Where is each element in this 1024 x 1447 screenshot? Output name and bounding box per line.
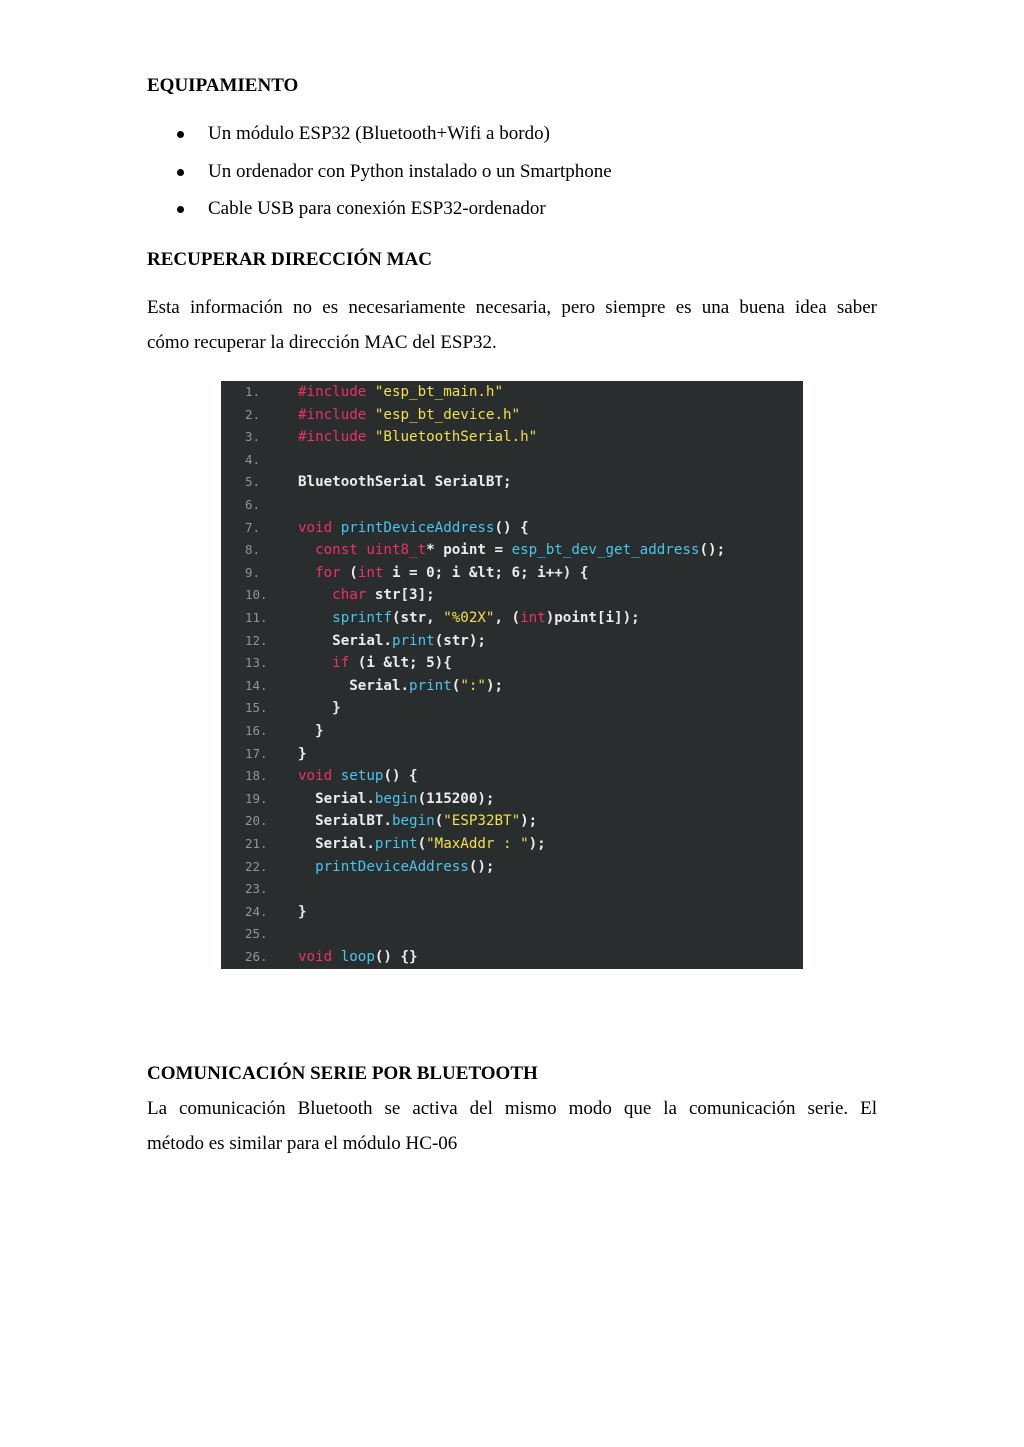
code-token: (: [451, 677, 461, 694]
code-token: ();: [468, 858, 495, 875]
code-token: printDeviceAddress: [315, 858, 469, 875]
code-text: [298, 584, 435, 607]
code-token: );: [485, 677, 504, 694]
code-text: [298, 697, 341, 720]
code-token: const uint8_t: [315, 542, 427, 559]
code-token: "BluetoothSerial.h": [374, 429, 538, 446]
code-text: [298, 810, 537, 833]
line-number: 13.: [245, 655, 268, 671]
code-token: sprintf: [332, 610, 392, 626]
line-number: 19.: [245, 790, 268, 806]
code-text: [298, 630, 486, 653]
code-text: [298, 539, 725, 562]
code-token: (: [434, 813, 444, 830]
line-number: 18.: [245, 768, 268, 784]
code-text: [298, 562, 588, 585]
code-token: SerialBT.: [298, 813, 392, 830]
code-token: begin: [374, 790, 418, 807]
list-item-text: Un módulo ESP32 (Bluetooth+Wifi a bordo): [208, 123, 550, 144]
code-token: void: [298, 768, 341, 785]
code-text: [298, 381, 503, 404]
code-token: () {: [383, 768, 418, 785]
code-token: #include: [298, 384, 375, 400]
code-token: setup: [340, 768, 384, 785]
list-item-text: Un ordenador con Python instalado o un Smartphone: [208, 160, 612, 182]
code-token: i = 0; i &lt; 6; i++) {: [383, 564, 589, 581]
line-number: 7.: [245, 519, 261, 535]
code-token: Serial.: [298, 836, 375, 852]
code-text: [298, 652, 452, 675]
paragraph-line: Esta información no es necesariamente necesaria, pero siempre es una buena idea saber: [147, 297, 877, 318]
bullet-icon: [177, 131, 184, 138]
code-token: #include: [298, 406, 375, 423]
line-number: 3.: [245, 429, 261, 445]
code-text: [298, 765, 418, 788]
code-token: Serial.: [298, 790, 375, 807]
code-token: () {: [494, 519, 529, 536]
code-token: Serial.: [298, 632, 392, 649]
code-token: print: [391, 632, 435, 649]
line-number: 23.: [245, 881, 268, 897]
line-number: 17.: [245, 745, 268, 761]
code-token: * point =: [426, 542, 512, 559]
code-token: "esp_bt_main.h": [374, 384, 503, 400]
code-token: str[3];: [366, 587, 435, 604]
paragraph-line: cómo recuperar la dirección MAC del ESP32.: [147, 332, 497, 353]
code-token: }: [298, 903, 307, 920]
line-number: 10.: [245, 587, 268, 603]
code-token: void: [298, 519, 341, 536]
code-token: }: [298, 723, 324, 739]
code-token: "MaxAddr : ": [426, 836, 529, 852]
line-number: 20.: [245, 813, 268, 829]
line-number: 11.: [245, 610, 268, 625]
line-number: 9.: [245, 564, 261, 580]
code-token: begin: [391, 813, 435, 830]
code-token: [298, 565, 315, 581]
code-token: }: [298, 700, 341, 717]
code-token: char: [332, 587, 367, 604]
code-text: [298, 720, 324, 743]
code-text: [298, 607, 640, 630]
line-number: 4.: [245, 451, 261, 467]
code-text: [298, 517, 529, 540]
code-token: void: [298, 949, 341, 965]
code-text: [298, 675, 503, 698]
mac-heading: RECUPERAR DIRECCIÓN MAC: [147, 249, 432, 270]
code-token: , (: [494, 610, 521, 626]
code-text: [298, 901, 307, 924]
code-token: [298, 655, 332, 671]
code-token: "%02X": [443, 610, 495, 626]
line-number: 24.: [245, 903, 268, 919]
bluetooth-paragraph: [147, 1091, 877, 1161]
list-item-text: Cable USB para conexión ESP32-ordenador: [208, 198, 546, 219]
code-token: print: [409, 677, 452, 694]
code-token: for: [315, 564, 350, 581]
code-token: [298, 542, 315, 558]
code-token: [298, 859, 315, 875]
line-number: 16.: [245, 723, 268, 738]
code-token: (115200);: [417, 790, 495, 807]
code-token: (str);: [434, 632, 486, 649]
code-token: esp_bt_dev_get_address: [511, 542, 700, 559]
code-text: [298, 946, 418, 969]
bullet-icon: [177, 206, 184, 213]
bluetooth-heading: COMUNICACIÓN SERIE POR BLUETOOTH: [147, 1063, 538, 1084]
code-token: printDeviceAddress: [340, 519, 495, 536]
code-token: int: [357, 564, 384, 581]
code-text: [298, 833, 546, 856]
line-number: 26.: [245, 949, 268, 964]
code-token: (: [349, 564, 358, 581]
mac-paragraph: [147, 290, 877, 360]
line-number: 2.: [245, 406, 261, 422]
code-token: "ESP32BT": [443, 813, 521, 830]
code-text: [298, 426, 537, 449]
line-number: 14.: [245, 677, 268, 693]
paragraph-line: La comunicación Bluetooth se activa del mismo modo que la comunicación serie. El: [147, 1098, 877, 1119]
code-token: print: [374, 836, 418, 852]
bullet-icon: [177, 169, 184, 176]
code-token: );: [520, 813, 538, 830]
code-token: );: [528, 836, 546, 852]
code-token: #include: [298, 429, 375, 446]
code-token: [298, 610, 332, 626]
code-text: [298, 856, 494, 879]
line-number: 12.: [245, 632, 268, 648]
code-token: [298, 587, 332, 603]
code-snippet: [221, 381, 803, 969]
code-token: ":": [460, 677, 486, 694]
line-number: 8.: [245, 542, 261, 558]
paragraph-line: método es similar para el módulo HC-06: [147, 1133, 458, 1154]
line-number: 6.: [245, 497, 261, 512]
code-text: [298, 471, 512, 494]
code-token: ();: [699, 542, 726, 559]
code-token: "esp_bt_device.h": [374, 406, 521, 423]
code-text: [298, 743, 307, 766]
line-number: 22.: [245, 858, 268, 874]
code-token: (str,: [391, 610, 444, 626]
code-token: )point[i]);: [545, 610, 640, 626]
code-token: (i &lt; 5){: [349, 655, 452, 672]
line-number: 15.: [245, 700, 268, 716]
line-number: 25.: [245, 926, 268, 942]
line-number: 1.: [245, 384, 261, 399]
code-token: int: [520, 610, 546, 626]
line-number: 5.: [245, 474, 261, 490]
code-token: if: [332, 655, 350, 672]
line-number: 21.: [245, 836, 268, 851]
code-token: loop: [340, 949, 375, 965]
code-token: BluetoothSerial SerialBT;: [298, 474, 512, 491]
code-token: }: [298, 745, 307, 762]
code-token: () {}: [374, 949, 418, 965]
code-text: [298, 404, 520, 427]
equipamiento-heading: EQUIPAMIENTO: [147, 75, 299, 96]
code-text: [298, 788, 494, 811]
code-token: Serial.: [298, 677, 410, 694]
code-token: (: [417, 836, 427, 852]
